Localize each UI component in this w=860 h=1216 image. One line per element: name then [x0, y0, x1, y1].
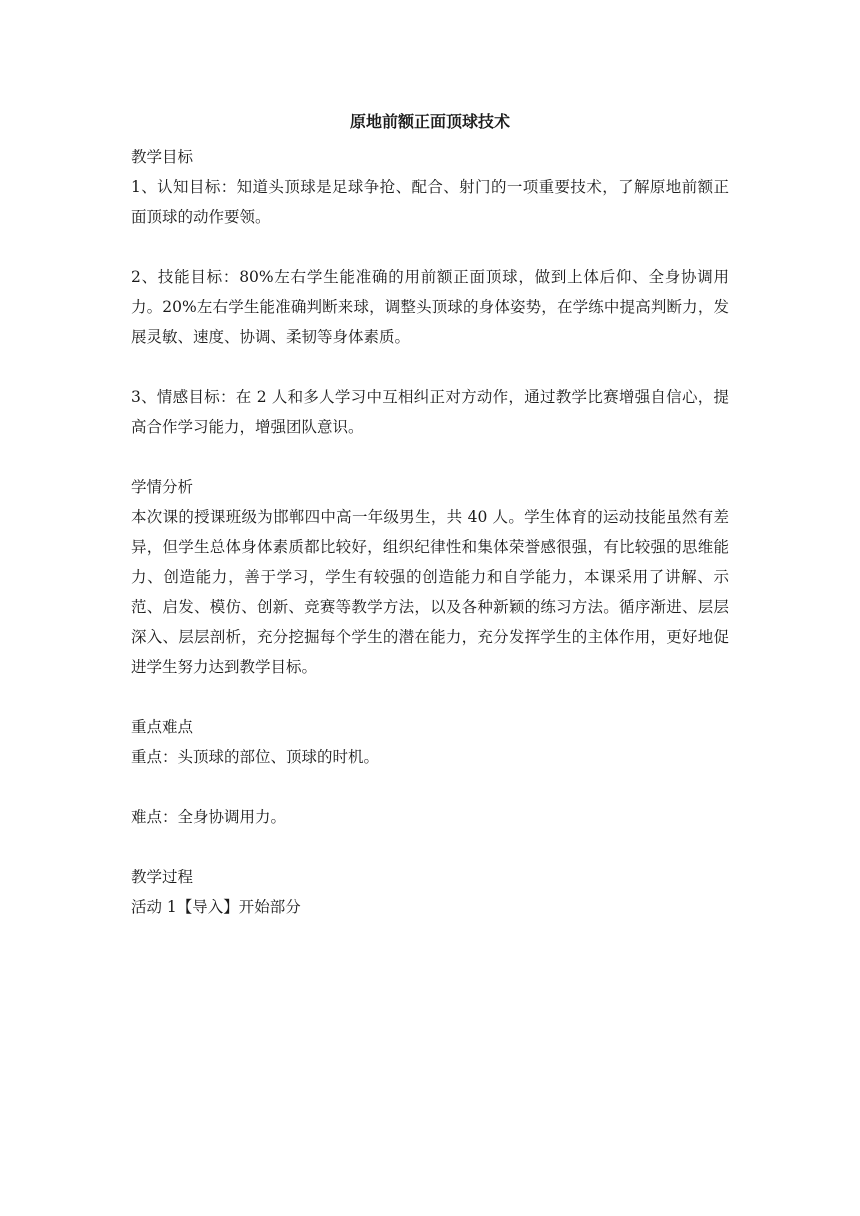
section-heading-objectives: 教学目标: [131, 148, 194, 166]
spacer: [131, 682, 729, 712]
spacer: [131, 352, 729, 382]
objective-cognitive: 1、认知目标：知道头顶球是足球争抢、配合、射门的一项重要技术，了解原地前额正面顶球的动作要领。: [131, 178, 729, 226]
spacer: [131, 232, 729, 262]
section-heading-analysis: 学情分析: [131, 478, 194, 496]
spacer: [131, 442, 729, 472]
activity-1: 活动 1【导入】开始部分: [131, 898, 301, 916]
document-title: 原地前额正面顶球技术: [349, 112, 510, 131]
spacer: [131, 832, 729, 862]
analysis-paragraph: 本次课的授课班级为邯郸四中高一年级男生，共 40 人。学生体育的运动技能虽然有差异，但学生总体身体素质都比较好，组织纪律性和集体荣誉感很强，有比较强的思维能力、创造能力，善于学习，学生有较强的创造能力和自学能力，本课采用了讲解、示范、启发、模仿、创新、竞赛等教学方法，以及各种新颖的练习方法。循序渐进、层层深入、层层剖析，充分挖掘每个学生的潜在能力，充分发挥学生的主体作用，更好地促进学生努力达到教学目标。: [131, 508, 729, 676]
objective-affective: 3、情感目标：在 2 人和多人学习中互相纠正对方动作，通过教学比赛增强自信心，提高合作学习能力，增强团队意识。: [131, 388, 729, 436]
section-heading-key-points: 重点难点: [131, 718, 194, 736]
spacer: [131, 772, 729, 802]
key-point: 重点：头顶球的部位、顶球的时机。: [131, 748, 380, 766]
document-body: [131, 142, 729, 922]
difficulty-point: 难点：全身协调用力。: [131, 808, 287, 826]
section-heading-process: 教学过程: [131, 868, 194, 886]
objective-skill: 2、技能目标：80%左右学生能准确的用前额正面顶球，做到上体后仰、全身协调用力。20%左右学生能准确判断来球，调整头顶球的身体姿势，在学练中提高判断力，发展灵敏、速度、协调、柔韧等身体素质。: [131, 268, 729, 346]
